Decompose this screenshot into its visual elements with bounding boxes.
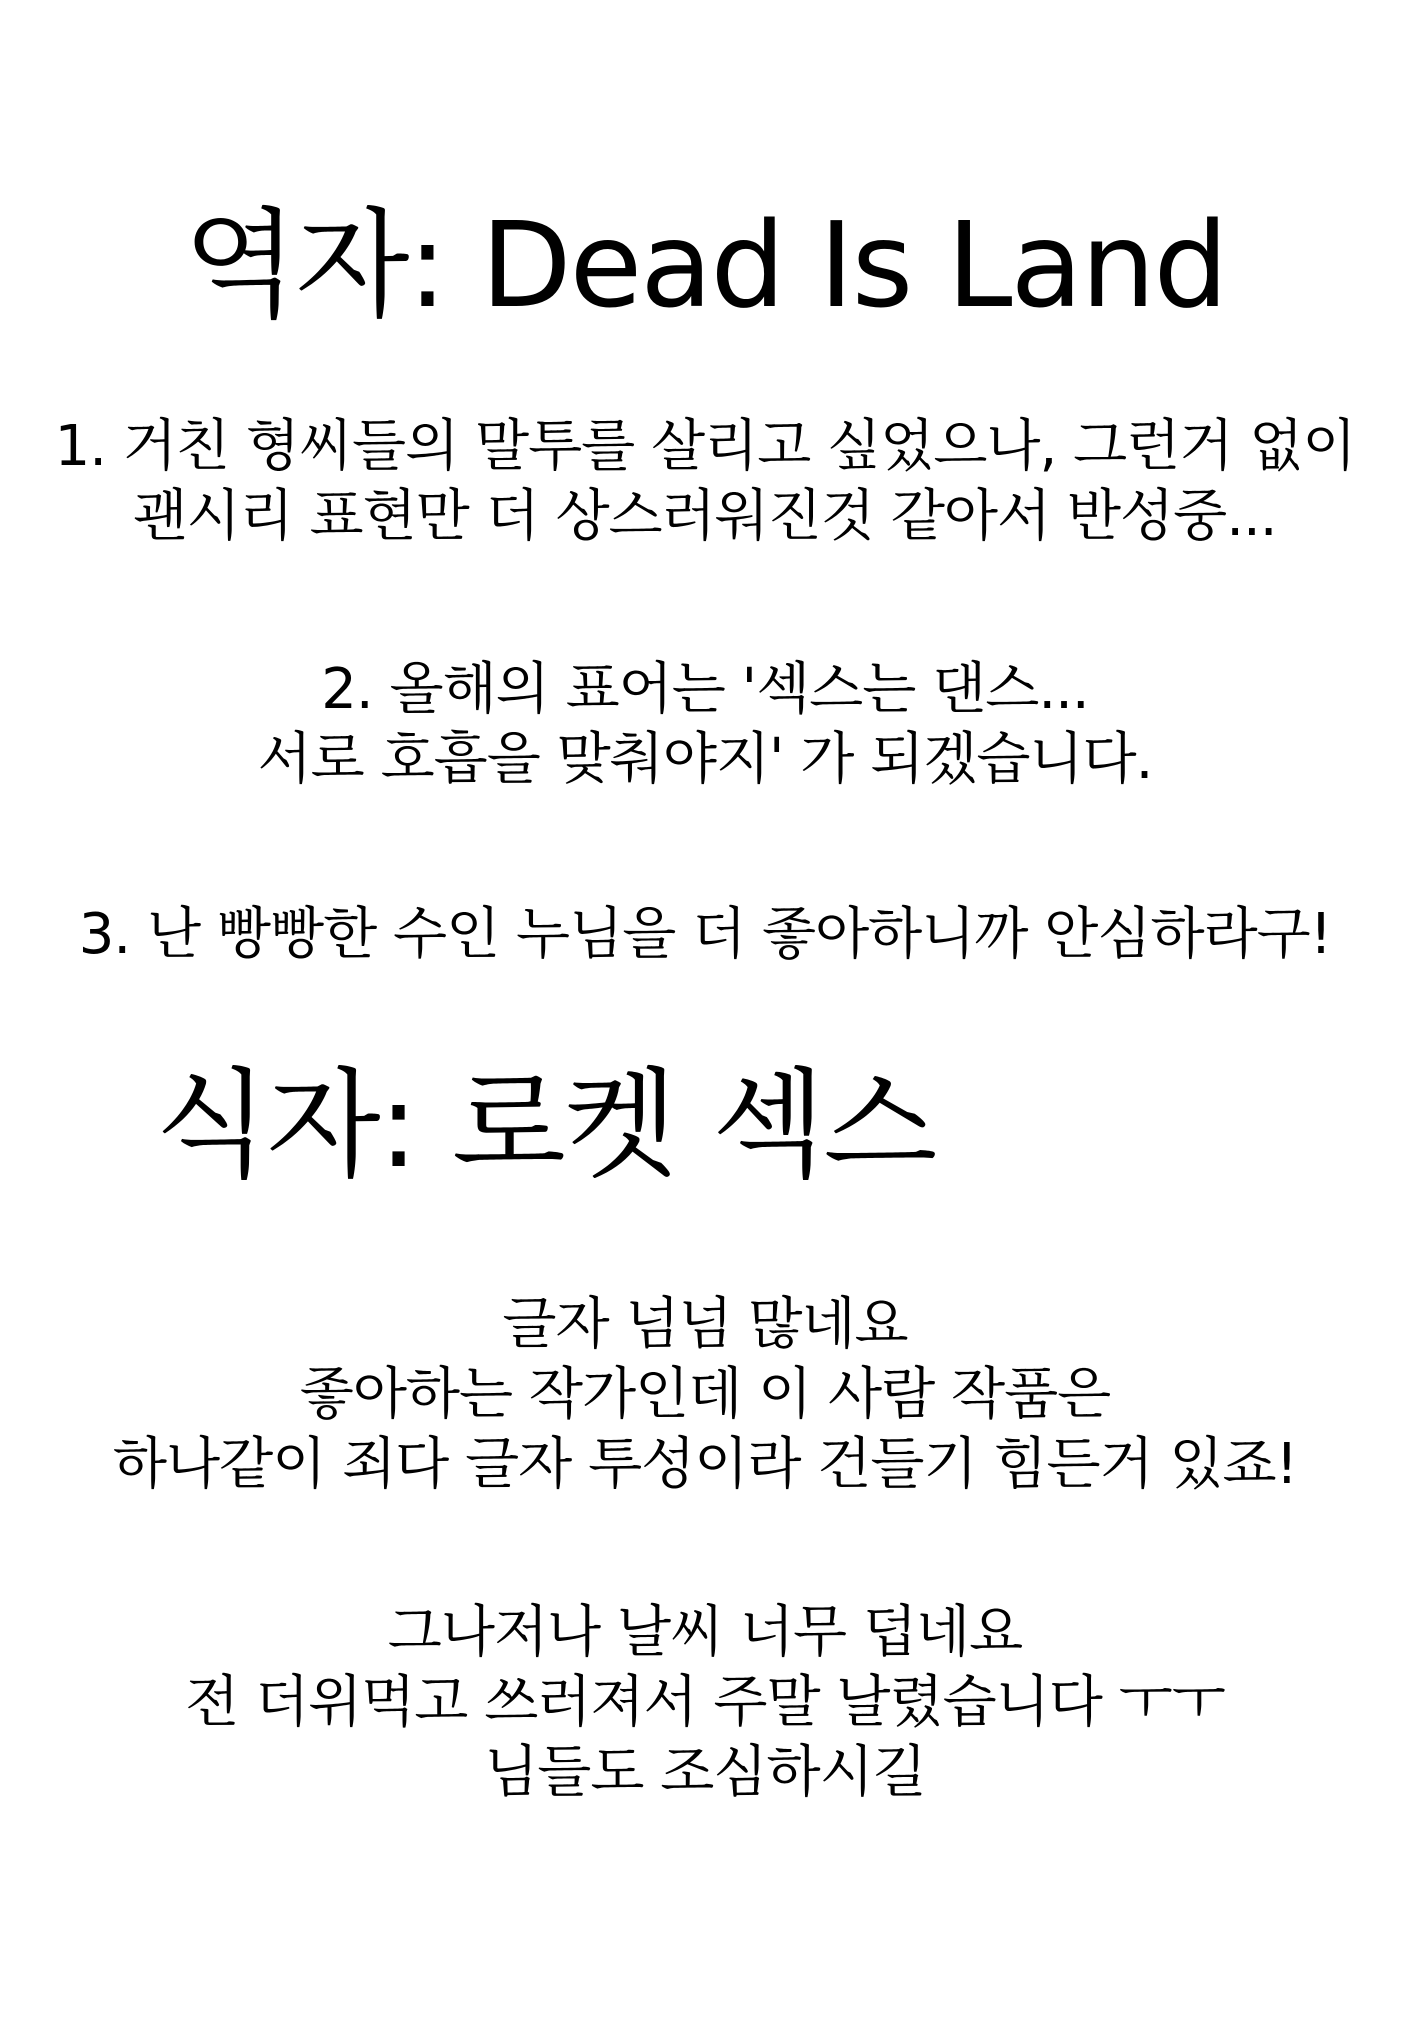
translator-note-3 xyxy=(0,900,1410,970)
note-line: 2. 올해의 표어는 '섹스는 댄스... xyxy=(321,657,1089,722)
paragraph-line: 하나같이 죄다 글자 투성이라 건들기 힘든거 있죠! xyxy=(112,1432,1298,1497)
note-line: 서로 호흡을 맞춰야지' 가 되겠습니다. xyxy=(257,727,1153,792)
paragraph-line: 좋아하는 작가인데 이 사람 작품은 xyxy=(299,1362,1111,1427)
note-line: 3. 난 빵빵한 수인 누님을 더 좋아하니까 안심하라구! xyxy=(78,902,1332,967)
note-line: 괜시리 표현만 더 상스러워진것 같아서 반성중... xyxy=(133,484,1277,549)
typesetter-paragraph-1 xyxy=(0,1290,1410,1500)
typesetter-paragraph-2 xyxy=(0,1598,1410,1808)
translator-heading: 역자: Dead Is Land xyxy=(183,196,1227,334)
paragraph-line: 전 더위먹고 쓰러져서 주말 날렸습니다 ㅜㅜ xyxy=(185,1670,1225,1735)
translator-note-2 xyxy=(0,655,1410,795)
typesetter-heading: 식자: 로켓 섹스 xyxy=(154,1056,936,1194)
paragraph-line: 그나저나 날씨 너무 덥네요 xyxy=(387,1600,1023,1665)
translator-note-1 xyxy=(0,412,1410,552)
paragraph-line: 글자 넘넘 많네요 xyxy=(502,1292,908,1357)
note-line: 1. 거친 형씨들의 말투를 살리고 싶었으나, 그런거 없이 xyxy=(54,414,1356,479)
paragraph-line: 님들도 조심하시길 xyxy=(484,1740,926,1805)
